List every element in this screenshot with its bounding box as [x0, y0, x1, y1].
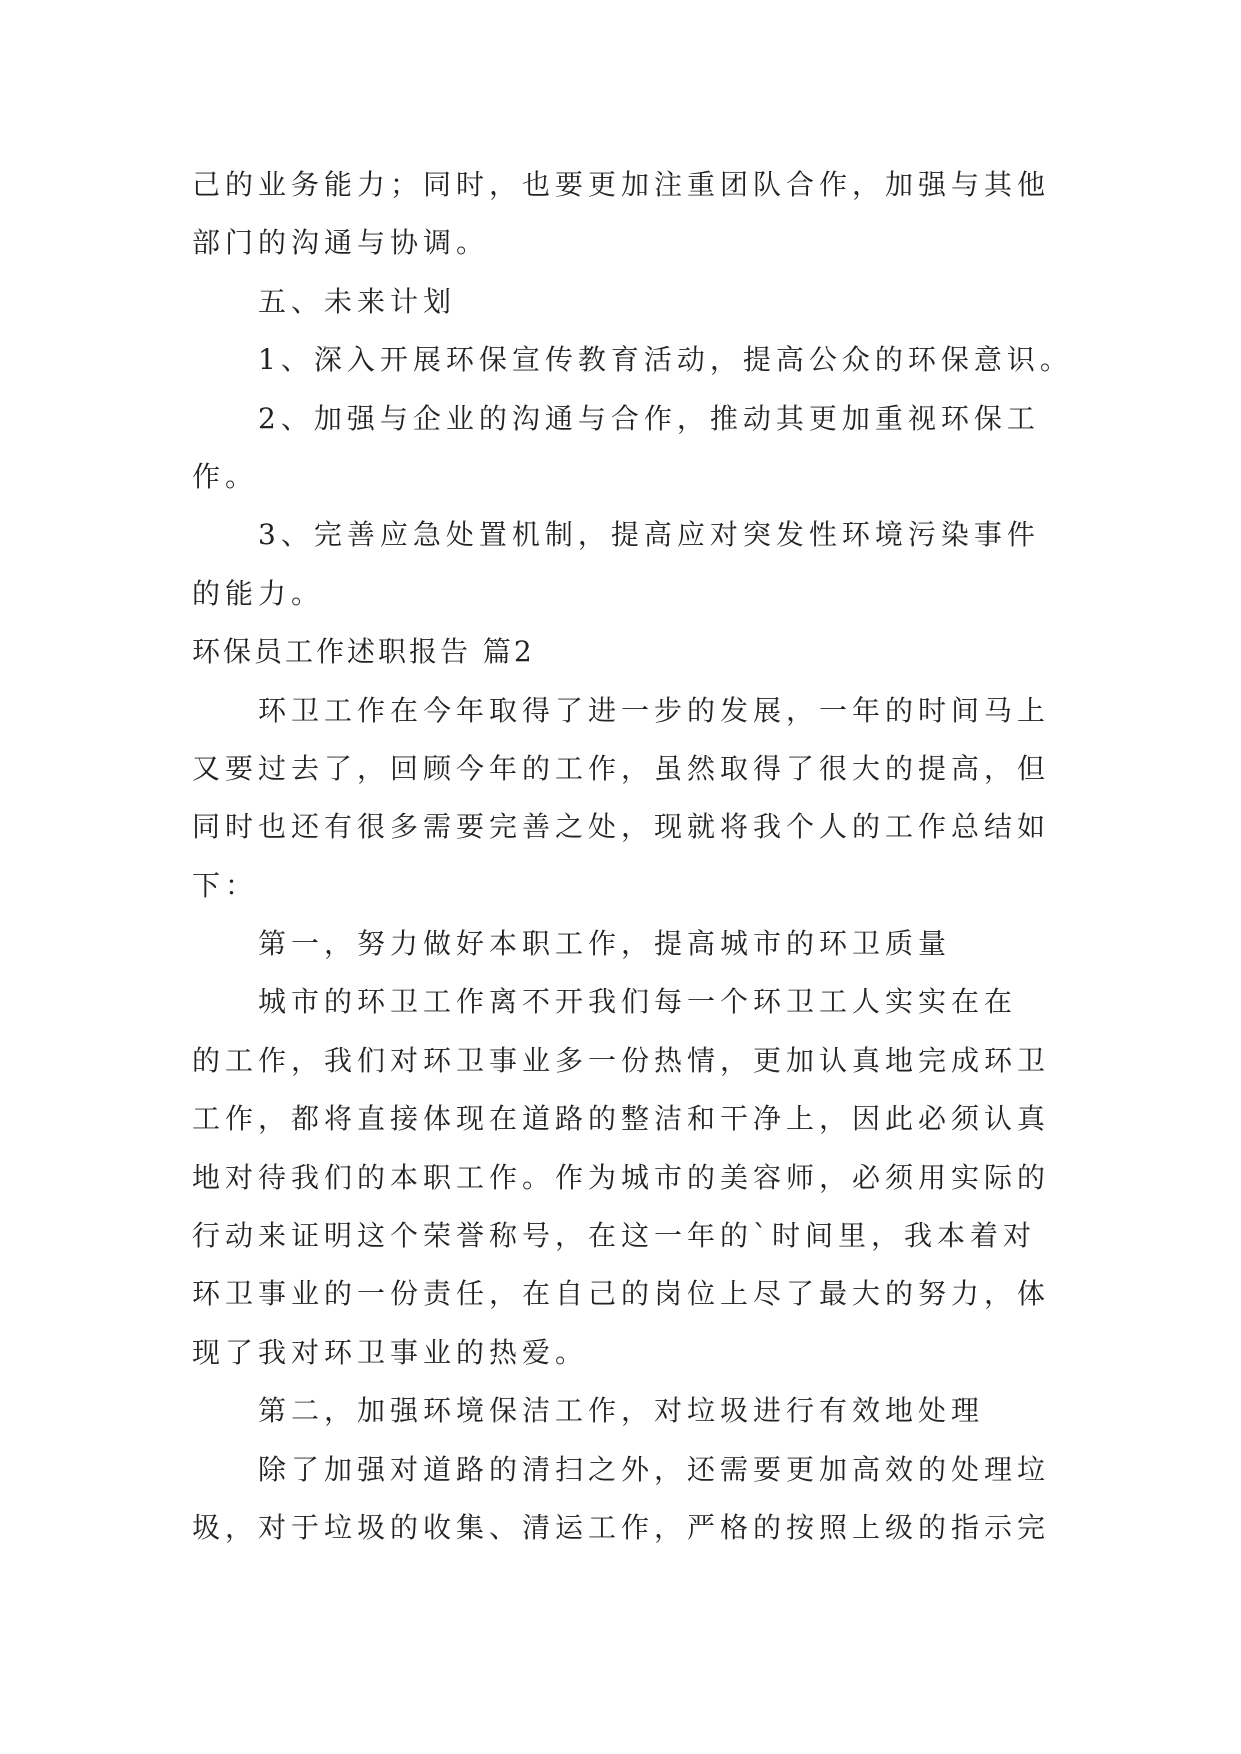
text-line: 五、未来计划 [258, 284, 457, 318]
text-line: 环卫工作在今年取得了进一步的发展，一年的时间马上 [258, 693, 1051, 727]
text-line: 环卫事业的一份责任，在自己的岗位上尽了最大的努力，体 [192, 1277, 1051, 1311]
text-line: 己的业务能力；同时，也要更加注重团队合作，加强与其他 [192, 168, 1051, 201]
text-line: 城市的环卫工作离不开我们每一个环卫工人实实在在 [258, 985, 1018, 1019]
text-line: 1、深入开展环保宣传教育活动，提高公众的环保意识。 [258, 343, 1073, 377]
text-line: 部门的沟通与协调。 [192, 226, 490, 260]
text-line: 地对待我们的本职工作。作为城市的美容师，必须用实际的 [192, 1160, 1051, 1194]
text-line: 3、完善应急处置机制，提高应对突发性环境污染事件 [258, 518, 1040, 552]
text-line: 第一，努力做好本职工作，提高城市的环卫质量 [258, 927, 952, 961]
text-line: 行动来证明这个荣誉称号，在这一年的`时间里，我本着对 [192, 1219, 1037, 1253]
text-line: 又要过去了，回顾今年的工作，虽然取得了很大的提高，但 [192, 751, 1051, 785]
text-line: 第二，加强环境保洁工作，对垃圾进行有效地处理 [258, 1394, 985, 1428]
text-line: 的工作，我们对环卫事业多一份热情，更加认真地完成环卫 [192, 1043, 1051, 1077]
text-line: 的能力。 [192, 576, 325, 610]
text-line: 同时也还有很多需要完善之处，现就将我个人的工作总结如 [192, 810, 1051, 844]
text-line: 圾，对于垃圾的收集、清运工作，严格的按照上级的指示完 [192, 1510, 1051, 1544]
text-line: 现了我对环卫事业的热爱。 [192, 1335, 589, 1369]
text-line: 2、加强与企业的沟通与合作，推动其更加重视环保工 [258, 401, 1040, 435]
document-page [192, 156, 1072, 1557]
text-line: 工作，都将直接体现在道路的整洁和干净上，因此必须认真 [192, 1102, 1051, 1136]
section-heading: 环保员工作述职报告 篇2 [192, 635, 535, 669]
text-line: 下： [192, 868, 259, 902]
text-line: 除了加强对道路的清扫之外，还需要更加高效的处理垃 [258, 1452, 1051, 1486]
text-line: 作。 [192, 459, 259, 493]
